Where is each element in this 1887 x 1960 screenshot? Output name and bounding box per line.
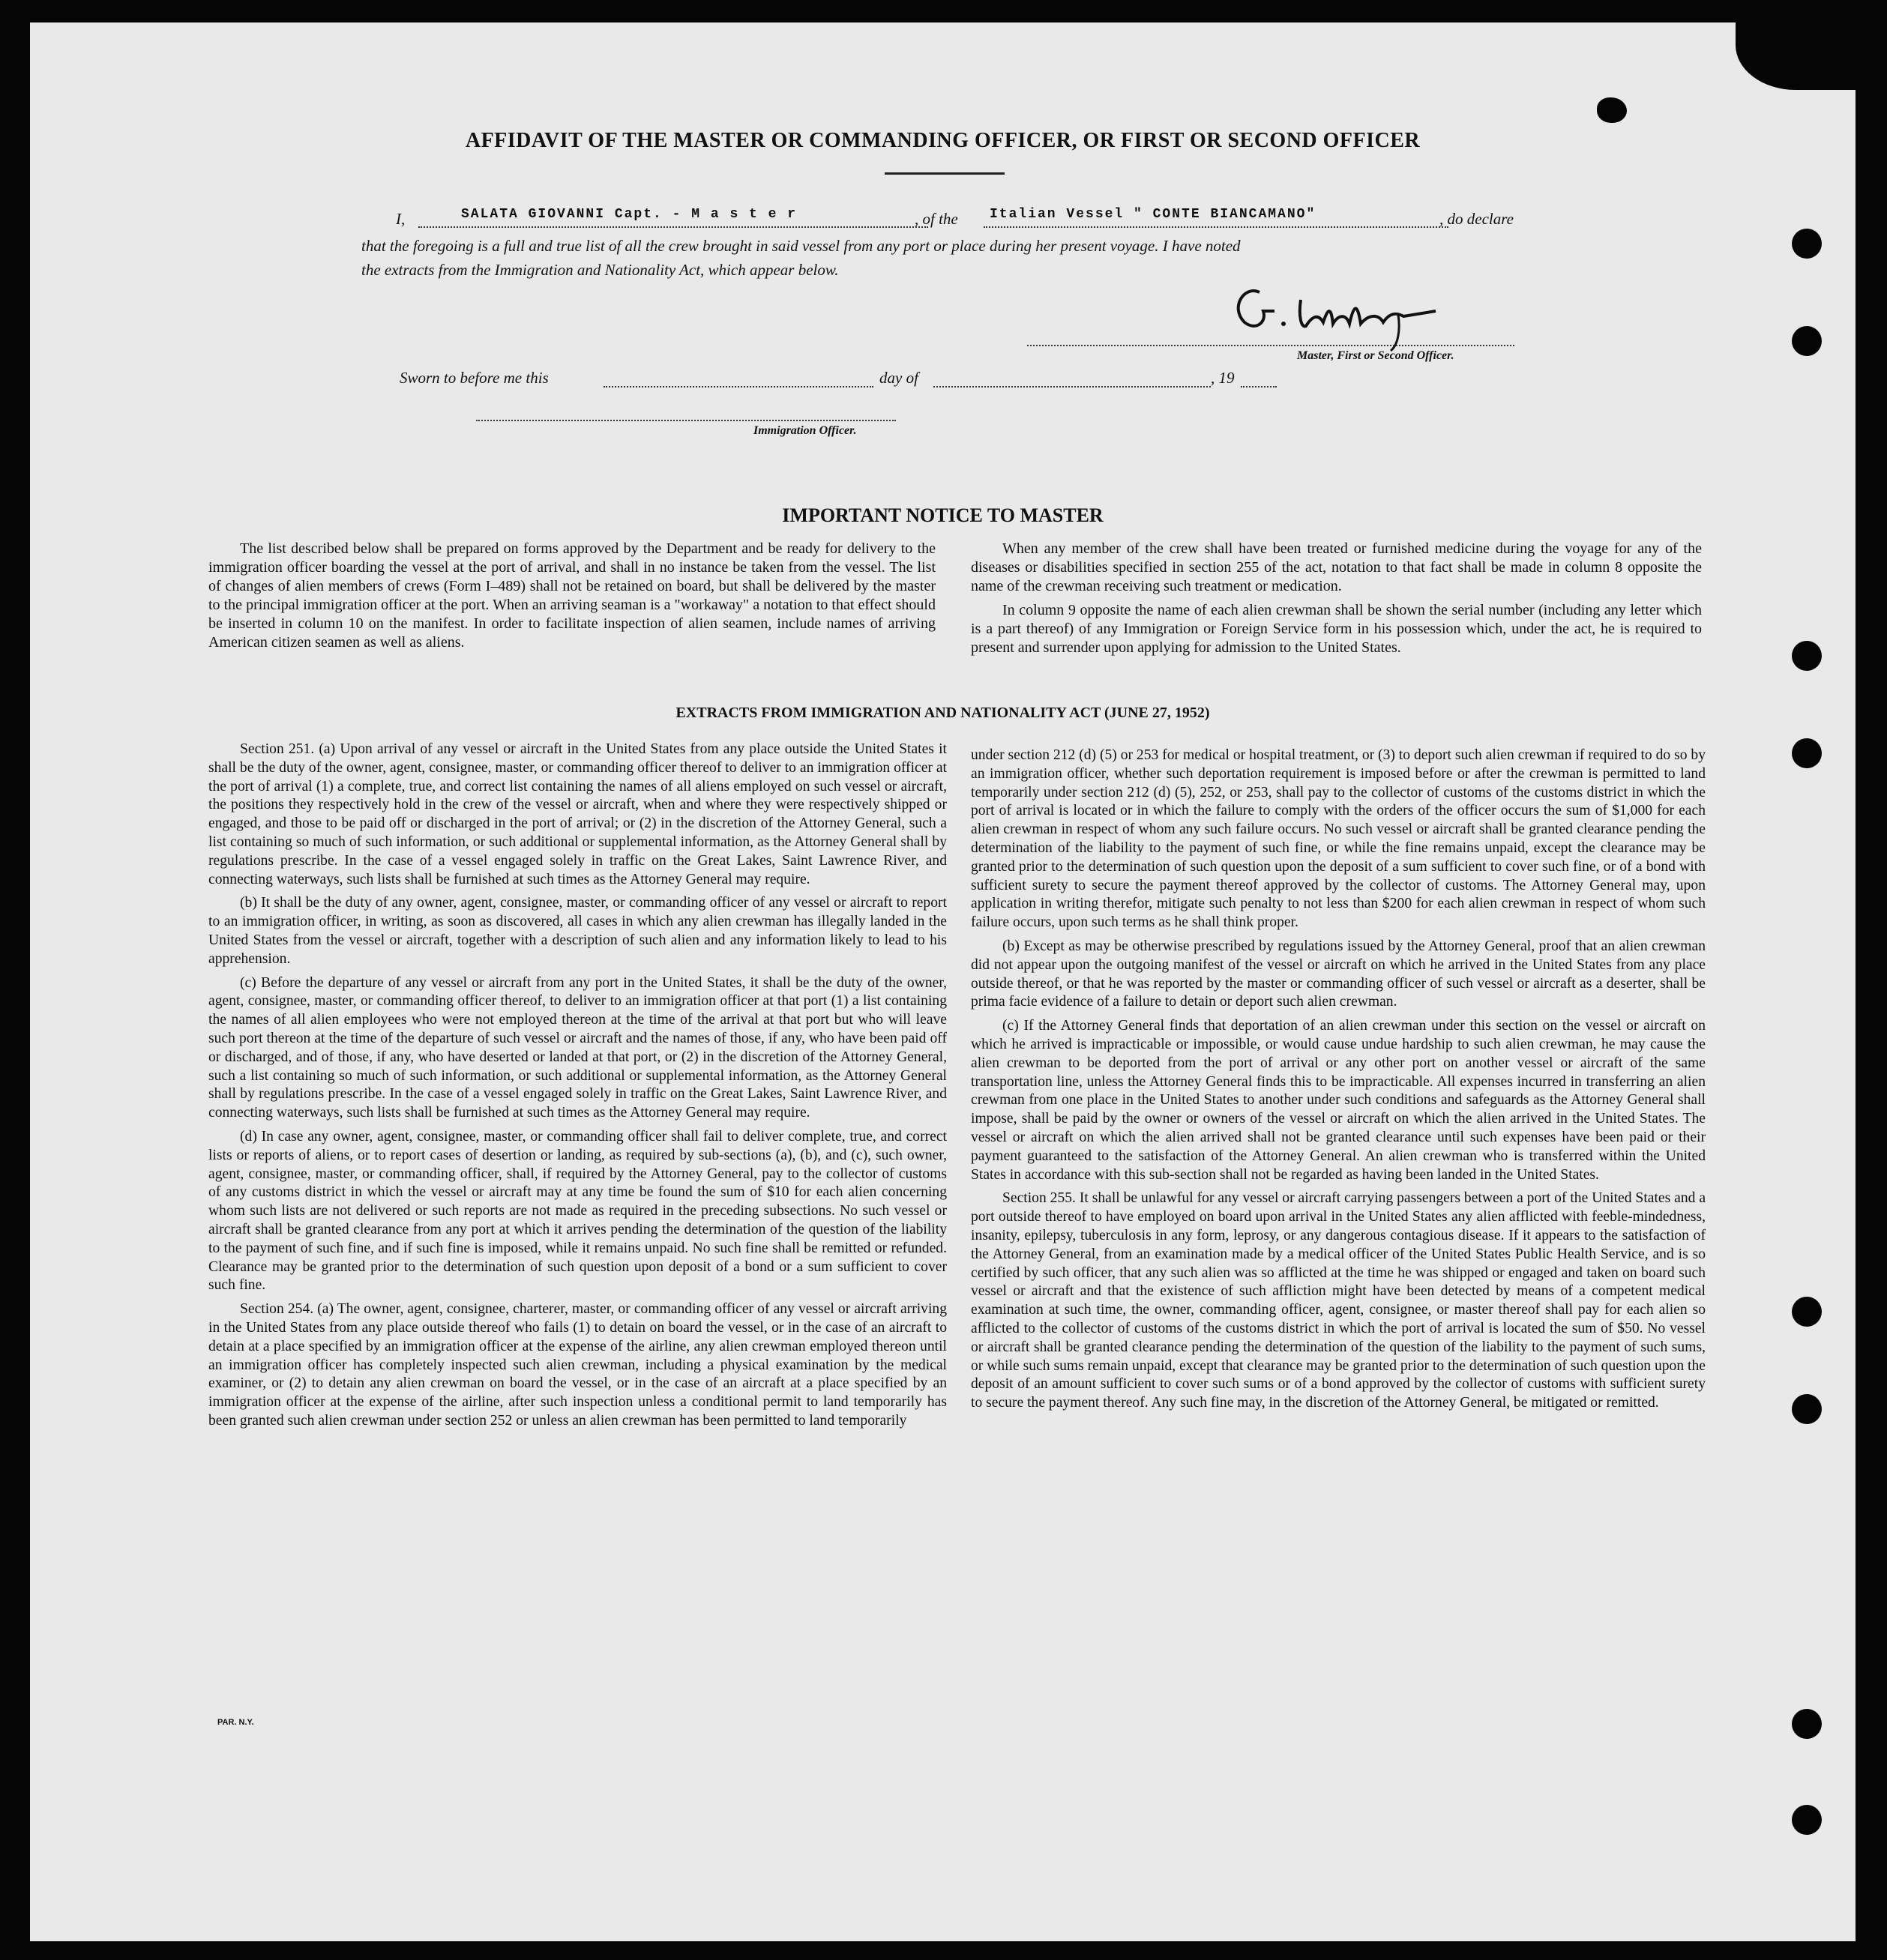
binder-hole [1792,229,1822,259]
binder-hole [1792,1709,1822,1739]
sworn-month-line[interactable] [933,386,1211,388]
binder-hole [1792,641,1822,671]
notice-right-paragraph-2: In column 9 opposite the name of each alien crewman shall be shown the serial number (including any letter which is a part thereof) of any Immigration or Foreign Service form in his possession which, under the act, he is required to present and surrender upon applying for admission to the United States. [971,602,1702,656]
of-the-label: , of the [915,210,958,228]
sworn-year-line[interactable] [1241,386,1277,388]
binder-hole [1792,1394,1822,1424]
signature-line [1027,345,1514,346]
master-name-field[interactable]: SALATA GIOVANNI Capt. - M a s t e r [461,207,798,222]
torn-corner [1736,22,1856,90]
notice-right-paragraph-1: When any member of the crew shall have been treated or furnished medicine during the voyage for any of the diseases or disabilities specified in section 255 of the act, notation to that fact shall be made in column 8 opposite the name of the crewman receiving such treatment or medication. [971,540,1702,594]
notice-right-column [971,540,1702,663]
section-254-a-continued: under section 212 (d) (5) or 253 for medical or hospital treatment, or (3) to deport such alien crewman if required to do so by an immigration officer, whether such deportation requirement is imposed before or after the crewman is permitted to land temporarily under section 212 (d) (5), 252, or 253, shall pay to the collector of customs of the customs district in which the port of arrival is located or in which the failure to comply with the orders of the officer occurs the sum of $1,000 for each alien crewman in respect of whom any such failure occurs. No such vessel or aircraft shall be granted clearance pending the determination of the liability to the payment of such fine, or while the fine remains unpaid, except the clearance may be granted prior to the determination of such question upon the deposit of a sum sufficient to cover such fine, or of a bond with sufficient surety to secure the payment thereof approved by the collector of customs. The Attorney General may, upon application in writing therefor, mitigate such penalty to not less than $200 for each alien crewman in respect of whom such failure occurs, upon such terms as he shall think proper. [971,747,1706,931]
sworn-label: Sworn to before me this [400,369,549,387]
sworn-day-line[interactable] [604,386,873,388]
do-declare-label: , do declare [1439,210,1514,228]
section-254-b: (b) Except as may be otherwise prescribed by regulations issued by the Attorney General, proof that an alien crewman did not appear upon the outgoing manifest of the vessel or aircraft on which he arrived in the United States from any place outside thereof, or that he was reported by the master or commanding officer of such vessel or aircraft as a deserter, shall be prima facie evidence of a failure to detain or deport such alien crewman. [971,938,1706,1010]
declaration-line-3: the extracts from the Immigration and Nationality Act, which appear below. [361,261,839,279]
binder-hole [1792,738,1822,768]
immigration-officer-caption: Immigration Officer. [753,424,857,437]
notice-left-column [208,540,936,657]
extracts-title: EXTRACTS FROM IMMIGRATION AND NATIONALITY ACT (JUNE 27, 1952) [675,705,1210,721]
signature-caption: Master, First or Second Officer. [1297,349,1454,362]
master-signature [1230,270,1499,352]
section-251-b: (b) It shall be the duty of any owner, agent, consignee, master, or commanding officer of any vessel or aircraft to report to an immigration officer, in writing, as soon as discovered, all cases in which any alien crewman has illegally landed in the United States from the vessel or aircraft, together with a description of such alien and any information likely to lead to his apprehension. [208,895,947,967]
binder-hole [1792,1297,1822,1327]
binder-hole [1792,326,1822,356]
section-254-a: Section 254. (a) The owner, agent, consignee, charterer, master, or commanding officer of any vessel or aircraft arriving in the United States from any place outside thereof who fails (1) to detain on board the vessel, or in the case of an aircraft to detain at a place specified by an immigration officer at the expense of the airline, any alien crewman employed thereon until an immigration officer has completely inspected such alien crewman, including a physical examination by the medical examiner, or (2) to detain any alien crewman on board the vessel, or in the case of an aircraft at a place specified by an immigration officer at the expense of the airline, after such inspection unless a conditional permit to land temporarily has been granted such alien crewman under section 252 or unless an alien crewman has been permitted to land temporarily [208,1301,947,1429]
extracts-right-column [971,747,1706,1418]
notice-title: IMPORTANT NOTICE TO MASTER [782,504,1104,526]
year-label: , 19 [1211,369,1235,387]
binder-hole [1792,1805,1822,1835]
vessel-name-line [984,226,1448,228]
day-of-label: day of [879,369,918,387]
title-divider [885,172,1005,175]
section-251-d: (d) In case any owner, agent, consignee, master, or commanding officer shall fail to deliver complete, true, and correct lists or reports of aliens, or to report cases of desertion or landing, as required by sub-sections (a), (b), and (c), such owner, agent, consignee, master, or commanding officer, shall, if required by the Attorney General, pay to the collector of customs of any customs district in which the vessel or aircraft may at any time be found the sum of $10 for each alien concerning whom such lists are not delivered or such reports are not made as required in the preceding subsections. No such vessel or aircraft shall be granted clearance from any port at which it arrives pending the determination of the question of the liability to the payment of such fine, and if such fine is imposed, while it remains unpaid. No such fine shall be remitted or refunded. Clearance may be granted prior to the determination of such question upon deposit of a bond or a sum sufficient to cover such fine. [208,1128,947,1294]
notice-left-paragraph: The list described below shall be prepared on forms approved by the Department and be ready for delivery to the immigration officer boarding the vessel at the port of arrival, and shall in no instance be taken from the vessel. The list of changes of alien members of crews (Form I–489) shall not be retained on board, but shall be delivered by the master to the principal immigration officer at the port. When an arriving seaman is a "workaway" a notation to that effect should be inserted in column 10 on the manifest. In order to facilitate inspection of alien seamen, include names of arriving American citizen seamen as well as aliens. [208,540,936,651]
vessel-name-field[interactable]: Italian Vessel " CONTE BIANCAMANO" [990,207,1316,222]
section-255: Section 255. It shall be unlawful for any vessel or aircraft carrying passengers between a port of the United States and a port outside thereof to have employed on board upon arrival in the United States any alien afflicted with feeble-mindedness, insanity, epilepsy, tuberculosis in any form, leprosy, or any dangerous contagious disease. If it appears to the satisfaction of the Attorney General, from an examination made by a medical officer of the United States Public Health Service, and is so certified by such officer, that any such alien was so afflicted at the time he was shipped or engaged and taken on board such vessel or aircraft and that the existence of such affliction might have been detected by means of a competent medical examination at such time, the owner, commanding officer, agent, consignee, or master thereof shall pay for each alien so afflicted to the collector of customs of the customs district in which the port of arrival is located the sum of $50. No vessel or aircraft shall be granted clearance pending the determination of the question of the liability to the payment of such sums, or while such sums remain unpaid, except that clearance may be granted prior to the determination of such question upon the deposit of an amount sufficient to cover such sums or of a bond approved by the collector of customs with sufficient surety to secure the payment thereof. Any such fine may, in the discretion of the Attorney General, be mitigated or remitted. [971,1190,1706,1411]
i-label: I, [396,210,406,228]
extracts-left-column [208,741,947,1436]
immigration-officer-line [476,420,896,421]
section-251-c: (c) Before the departure of any vessel or aircraft from any port in the United States, it shall be the duty of the owner, agent, consignee, master, or commanding officer thereof, to deliver to an immigration officer at that port (1) a list containing the names of all alien employees who were not employed thereon at the time of the arrival at that port but who will leave such port thereon at the time of the departure of such vessel or aircraft and the names of those, if any, who have been paid off or discharged, and of those, if any, who have deserted or landed at that port, or (2) in the discretion of the Attorney General, such a list containing so much of such information, or such additional or supplemental information, as the Attorney General shall by regulations prescribe. In the case of a vessel engaged solely in traffic on the Great Lakes, Saint Lawrence River, and connecting waterways, such lists shall be furnished at such times as the Attorney General may require. [208,974,947,1121]
section-251-a: Section 251. (a) Upon arrival of any vessel or aircraft in the United States from any place outside the United States it shall be the duty of the owner, agent, consignee, master, or commanding officer thereof to deliver to an immigration officer at the port of arrival (1) a complete, true, and correct list containing the names of all aliens employed on such vessel or aircraft, the positions they respectively hold in the crew of the vessel or aircraft, when and where they were respectively shipped or engaged, and those to be paid off or discharged in the port of arrival; or (2) in the discretion of the Attorney General, such a list containing so much of such information, or such additional or supplemental information, as the Attorney General shall by regulations prescribe. In the case of a vessel engaged solely in traffic on the Great Lakes, Saint Lawrence River, and connecting waterways, such lists shall be furnished at such times as the Attorney General may require. [208,741,947,887]
paper-damage [1597,97,1627,123]
affidavit-title: AFFIDAVIT OF THE MASTER OR COMMANDING OFFICER, OR FIRST OR SECOND OFFICER [465,129,1421,152]
section-254-c: (c) If the Attorney General finds that deportation of an alien crewman under this section on the vessel or aircraft on which he arrived is impracticable or impossible, or would cause undue hardship to such alien crewman, he may cause the alien crewman to be deported from the port of arrival or any other port on another vessel or aircraft of the same transportation line, unless the Attorney General finds this to be impracticable. All expenses incurred in transferring an alien crewman from one place in the United States to another under such conditions and safeguards as the Attorney General shall impose, shall be paid by the owner or owners of the vessel or aircraft on which the alien arrived in the United States. The vessel or aircraft on which the alien arrived shall not be granted clearance until such expenses have been paid or their payment guaranteed to the satisfaction of the Attorney General. An alien crewman who is transferred within the United States in accordance with this sub-section shall not be regarded as having been landed in the United States. [971,1018,1706,1183]
declaration-line-2: that the foregoing is a full and true list of all the crew brought in said vessel from any port or place during her present voyage. I have noted [361,237,1241,255]
master-name-line [418,226,928,228]
document-page [30,22,1856,1941]
printer-mark: PAR. N.Y. [217,1718,254,1727]
